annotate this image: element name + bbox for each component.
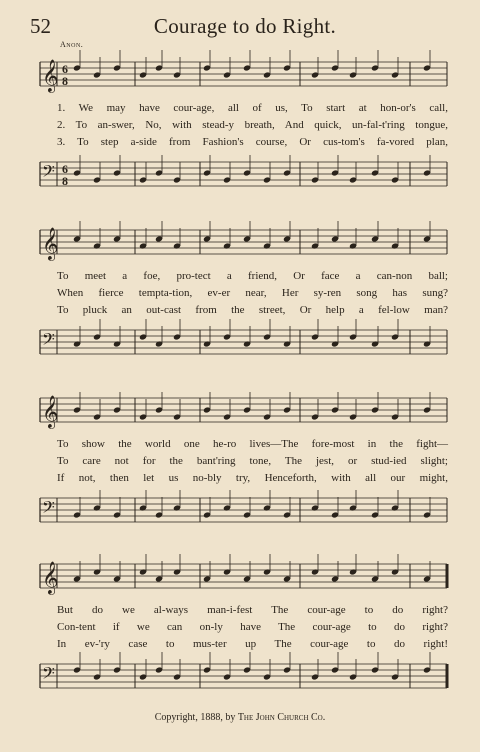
note-heads [73,554,431,583]
lyric-line-1: 1. We may have cour-age, all of us, To start at hon-or's call, [57,102,448,114]
treble-staff-lines [40,62,447,86]
bass-staff-lines [40,498,447,522]
treble-clef: 𝄞 [42,227,59,260]
svg-text:6: 6 [62,62,68,76]
bass-staff [35,660,450,710]
page-number: 52 [30,14,51,38]
bass-clef: 𝄢 [42,329,55,353]
bass-clef: 𝄢 [42,161,55,185]
treble-clef: 𝄞 [42,561,59,594]
svg-text:6: 6 [62,162,68,176]
treble-staff-lines [40,398,447,422]
lyric-line-2: To care not for the bant'ring tone, The jest, or stud-ied slight; [57,455,448,467]
lyric-line-2: 2. To an-swer, No, with stead-y breath, And quick, un-fal-t'ring tongue, [57,119,448,131]
bass-staff-lines [40,162,447,186]
svg-text:8: 8 [62,74,68,88]
song-title: Courage to do Right. [153,14,337,38]
svg-text:8: 8 [62,174,68,188]
lyric-line-2: Con-tent if we can on-ly have The cour-age to do right? [57,621,448,633]
lyric-line-1: To meet a foe, pro-tect a friend, Or face a can-non ball; [57,270,448,282]
lyric-line-2: When fierce tempta-tion, ev-er near, Her sy-ren song has sung? [57,287,448,299]
lyric-line-3: In ev-'ry case to mus-ter up The cour-age to do right! [57,638,448,650]
bass-staff [35,326,450,376]
bass-staff-lines [40,330,447,354]
note-heads [73,319,431,348]
author-credit: Anon. [60,40,84,49]
time-signature [62,62,68,88]
bass-staff [35,494,450,544]
bass-staff-lines [40,664,447,688]
lyric-line-3: To pluck an out-cast from the street, Or help a fel-low man? [57,304,448,316]
copyright-prefix: Copyright, 1888, by [154,712,236,723]
note-heads [73,221,431,250]
bass-clef: 𝄢 [42,497,55,521]
treble-staff-lines [40,230,447,254]
bass-staff [35,158,450,208]
lyric-line-3: 3. To step a-side from Fashion's course, Or cus-tom's fa-vored plan, [57,136,448,148]
time-signature [62,162,68,188]
treble-staff-lines [40,564,447,588]
publisher-name: The John Church Co. [237,712,326,723]
bass-clef: 𝄢 [42,663,55,687]
note-heads [73,155,431,184]
lyric-line-1: But do we al-ways man-i-fest The cour-age to do right? [57,604,448,616]
lyric-line-1: To show the world one he-ro lives—The fore-most in the fight— [57,438,448,450]
copyright-notice [0,712,480,723]
treble-clef: 𝄞 [42,395,59,428]
treble-clef: 𝄞 [42,59,59,92]
lyric-line-3: If not, then let us no-bly try, Henceforth, with all our might, [57,472,448,484]
